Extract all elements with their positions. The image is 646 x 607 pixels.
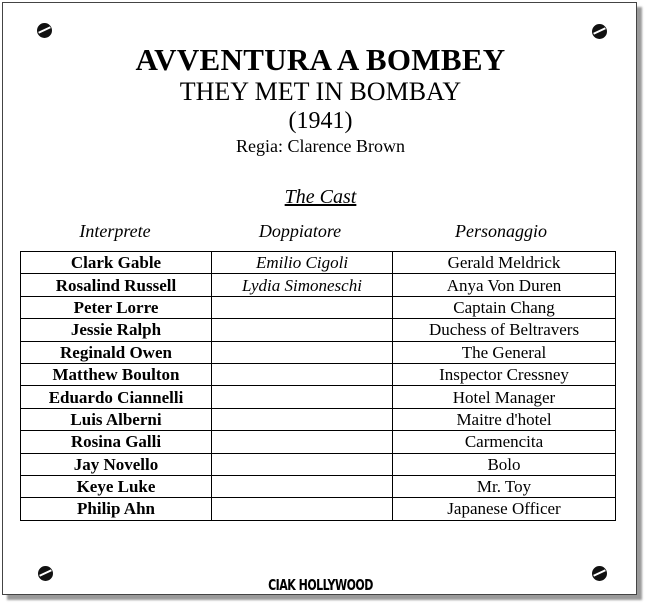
actor-cell: Luis Alberni xyxy=(21,408,212,430)
dubber-cell xyxy=(212,408,393,430)
dubber-cell: Emilio Cigoli xyxy=(212,252,393,274)
actor-cell: Matthew Boulton xyxy=(21,363,212,385)
character-cell: Bolo xyxy=(393,453,616,475)
character-cell: Maitre d'hotel xyxy=(393,408,616,430)
table-row xyxy=(21,363,616,385)
actor-cell: Keye Luke xyxy=(21,475,212,497)
character-cell: Captain Chang xyxy=(393,296,616,318)
actor-cell: Philip Ahn xyxy=(21,498,212,520)
column-header-dubber: Doppiatore xyxy=(258,221,342,241)
character-cell: Mr. Toy xyxy=(393,475,616,497)
original-title: THEY MET IN BOMBAY xyxy=(179,77,462,106)
table-row xyxy=(21,475,616,497)
table-row xyxy=(21,408,616,430)
table-row xyxy=(21,252,616,274)
cast-table xyxy=(20,251,616,521)
actor-cell: Clark Gable xyxy=(21,252,212,274)
character-cell: Hotel Manager xyxy=(393,386,616,408)
character-cell: The General xyxy=(393,341,616,363)
plaque xyxy=(2,2,637,595)
table-row xyxy=(21,431,616,453)
table-row xyxy=(21,296,616,318)
table-row xyxy=(21,319,616,341)
actor-cell: Peter Lorre xyxy=(21,296,212,318)
dubber-cell xyxy=(212,363,393,385)
screw-icon xyxy=(592,24,607,39)
table-row xyxy=(21,274,616,296)
page-title: AVVENTURA A BOMBEY xyxy=(135,42,506,77)
table-row xyxy=(21,386,616,408)
actor-cell: Jessie Ralph xyxy=(21,319,212,341)
dubber-cell xyxy=(212,475,393,497)
character-cell: Japanese Officer xyxy=(393,498,616,520)
dubber-cell xyxy=(212,319,393,341)
dubber-cell xyxy=(212,431,393,453)
actor-cell: Jay Novello xyxy=(21,453,212,475)
release-year: (1941) xyxy=(288,108,353,134)
table-row xyxy=(21,453,616,475)
dubber-cell xyxy=(212,341,393,363)
dubber-cell xyxy=(212,498,393,520)
actor-cell: Eduardo Ciannelli xyxy=(21,386,212,408)
dubber-cell xyxy=(212,453,393,475)
actor-cell: Reginald Owen xyxy=(21,341,212,363)
ciak-hollywood-logo: CIAK HOLLYWOOD xyxy=(268,576,373,595)
cast-heading: The Cast xyxy=(284,186,357,208)
dubber-cell: Lydia Simoneschi xyxy=(212,274,393,296)
column-header-actor: Interprete xyxy=(79,221,151,241)
actor-cell: Rosalind Russell xyxy=(21,274,212,296)
actor-cell: Rosina Galli xyxy=(21,431,212,453)
director-credit: Regia: Clarence Brown xyxy=(236,136,405,156)
dubber-cell xyxy=(212,386,393,408)
dubber-cell xyxy=(212,296,393,318)
character-cell: Carmencita xyxy=(393,431,616,453)
character-cell: Inspector Cressney xyxy=(393,363,616,385)
column-header-character: Personaggio xyxy=(455,221,547,241)
table-row xyxy=(21,341,616,363)
table-row xyxy=(21,498,616,520)
character-cell: Anya Von Duren xyxy=(393,274,616,296)
character-cell: Duchess of Beltravers xyxy=(393,319,616,341)
character-cell: Gerald Meldrick xyxy=(393,252,616,274)
screw-icon xyxy=(37,23,52,38)
